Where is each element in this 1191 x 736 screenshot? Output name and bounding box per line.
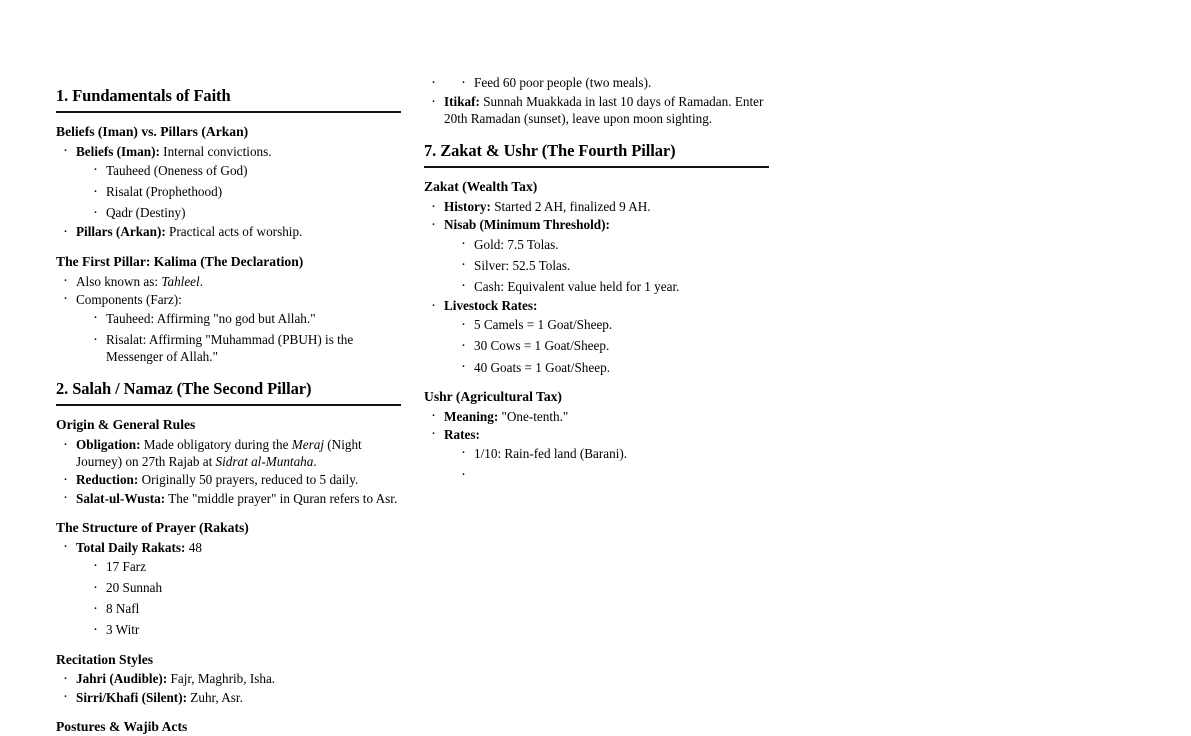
list-item [62,471,401,488]
subsection-heading: The First Pillar: Kalima (The Declaration) [56,253,304,269]
bullet-list-level2 [76,162,401,221]
item-text-pre: Also known as: [76,273,162,289]
list-item-wrapper [430,74,769,91]
list-item: · Qadr (Destiny) [92,204,401,221]
section-zakat-ushr [424,141,769,479]
group-zakat-wealth-tax [424,179,769,375]
left-column [56,0,401,734]
list-item: · Tauheed (Oneness of God) [92,162,401,179]
group-first-pillar-kalima [56,254,401,366]
list-item [430,198,769,215]
subsection-heading: Origin & General Rules [56,417,196,433]
item-text: Components (Farz): [76,291,182,307]
list-item [62,436,401,470]
list-item: · Risalat: Affirming "Muhammad (PBUH) is the Messenger of Allah." [92,331,401,365]
item-text-post: . [313,454,317,470]
bullet-list-level2 [76,310,401,365]
item-label: Nisab (Minimum Threshold): [444,217,610,233]
two-column-layout [56,0,768,734]
subsection-heading: Zakat (Wealth Tax) [424,179,538,195]
bullet-list-level1 [56,670,401,705]
list-item: · 30 Cows = 1 Goat/Sheep. [460,337,769,354]
bullet-list-level2 [76,558,401,639]
section-rule [56,111,401,113]
list-item [430,408,769,425]
bullet-list-continued [424,74,769,127]
bullet-list-level1 [56,436,401,507]
list-item [62,539,401,639]
bullet-list-level2 [444,74,769,91]
list-item [430,93,769,127]
item-text: Fajr, Maghrib, Isha. [170,671,276,687]
list-item: · 3 Witr [92,621,401,638]
group-origin-general-rules [56,417,401,507]
section-heading: 7. Zakat & Ushr (The Fourth Pillar) [424,141,676,161]
item-text-pre: Made obligatory during the [140,437,292,453]
subsection-heading: Postures & Wajib Acts [56,718,188,734]
section-fundamentals-of-faith [56,86,401,365]
bullet-list-level1 [56,539,401,639]
list-item: · Gold: 7.5 Tolas. [460,236,769,253]
item-label: Total Daily Rakats: [76,539,186,555]
item-label: Beliefs (Iman): [76,143,160,159]
bullet-list-level2 [444,445,769,479]
item-text: Practical acts of worship. [169,224,303,240]
list-item: · Cash: Equivalent value held for 1 year. [460,278,769,295]
item-text: Internal convictions. [163,143,272,159]
list-item: · · Feed 60 poor people (two meals). [460,74,769,91]
list-item [62,273,401,290]
group-postures-wajib-acts [56,719,401,736]
item-label: Jahri (Audible): [76,671,168,687]
item-label: Itikaf: [444,94,480,110]
list-item [62,490,401,507]
item-label: Meaning: [444,408,499,424]
list-item: · 8 Nafl [92,600,401,617]
item-text-mid: (Night Journey) on 27th Rajab at [76,437,362,470]
item-label: Obligation: [76,437,141,453]
list-item: · Tauheed: Affirming "no god but Allah." [92,310,401,327]
list-item: · 17 Farz [92,558,401,575]
bullet-list-level1 [56,143,401,241]
list-item [62,223,401,240]
bullet-list-level2 [444,316,769,375]
group-ushr-agricultural-tax [424,389,769,479]
list-item: · Silver: 52.5 Tolas. [460,257,769,274]
list-item [430,426,769,479]
item-text: "One-tenth." [501,408,569,424]
item-text-italic: Tahleel [161,273,200,289]
subsection-heading: Beliefs (Iman) vs. Pillars (Arkan) [56,123,249,139]
item-label: Pillars (Arkan): [76,224,166,240]
item-text-post: . [199,273,204,289]
item-text: The "middle prayer" in Quran refers to Asr. [168,490,398,506]
bullet-list-level1 [424,198,769,375]
section-heading: 1. Fundamentals of Faith [56,86,231,105]
group-structure-of-prayer [56,520,401,639]
subsection-heading: Recitation Styles [56,651,154,667]
list-item: · 5 Camels = 1 Goat/Sheep. [460,316,769,333]
list-item: · 20 Sunnah [92,579,401,596]
bullet-list-level2 [444,236,769,295]
right-column [424,0,769,626]
bullet-list-level1 [424,408,769,479]
item-label: Rates: [444,426,480,442]
section-heading: 2. Salah / Namaz (The Second Pillar) [56,379,312,399]
list-item: · 40 Goats = 1 Goat/Sheep. [460,359,769,376]
section-rule [56,404,401,406]
item-text-italic-2: Sidrat al-Muntaha [215,454,314,470]
list-item [62,291,401,366]
list-item [62,143,401,222]
item-label: Livestock Rates: [444,298,538,314]
item-label: Sirri/Khafi (Silent): [76,689,187,705]
list-item [62,670,401,687]
section-rule [424,166,769,168]
group-recitation-styles [56,652,401,706]
list-item: · 1/10: Rain-fed land (Barani). [460,445,769,462]
subsection-heading: The Structure of Prayer (Rakats) [56,519,249,535]
item-text: 48 [188,539,202,555]
item-text: Started 2 AH, finalized 9 AH. [494,199,651,215]
group-beliefs-vs-pillars [56,124,401,241]
item-label: Salat-ul-Wusta: [76,490,166,506]
subsection-heading: Ushr (Agricultural Tax) [424,388,562,404]
list-item: · Risalat (Prophethood) [92,183,401,200]
item-text-italic: Meraj [291,437,324,453]
list-item [430,297,769,376]
item-label: History: [444,199,491,215]
section-salah-namaz [56,379,401,735]
list-item [62,689,401,706]
item-text: Sunnah Muakkada in last 10 days of Ramadan. Enter 20th Ramadan (sunset), leave upon moon sighting. [444,94,764,127]
item-label: Reduction: [76,472,139,488]
bullet-list-level1 [56,273,401,366]
list-item [430,216,769,295]
list-item-empty [460,466,769,479]
item-text: Zuhr, Asr. [190,689,243,705]
item-text: Originally 50 prayers, reduced to 5 daily. [141,472,359,488]
